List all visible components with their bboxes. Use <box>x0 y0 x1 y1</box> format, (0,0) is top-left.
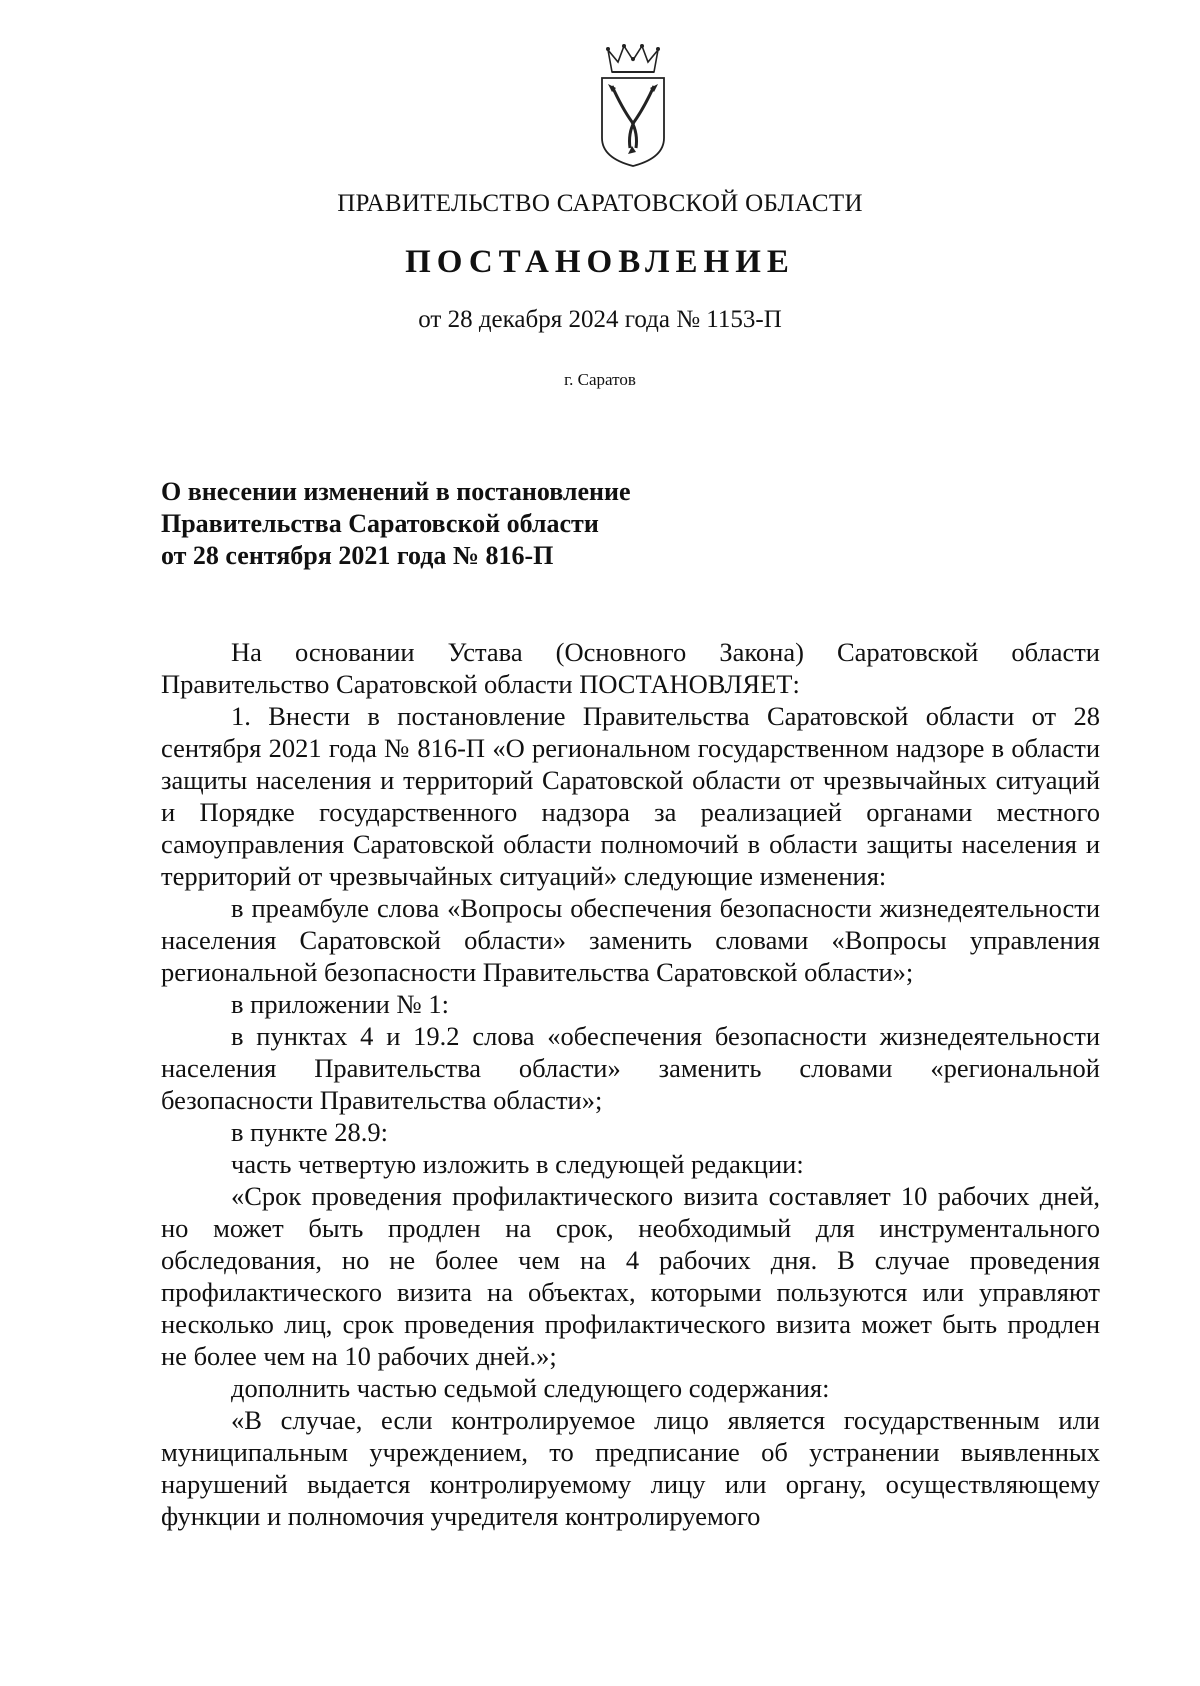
document-body <box>161 636 1100 1532</box>
document-type: ПОСТАНОВЛЕНИЕ <box>405 244 795 280</box>
body-paragraph: 1. Внести в постановление Правительства Саратовской области от 28 сентября 2021 года № 816-П «О региональном государственном надзоре в области защиты населения и территорий Саратовской области от чрезвычайных ситуаций и Порядке государственного надзора за реализацией органами местного самоуправления Саратовской области полномочий в области защиты населения и территорий от чрезвычайных ситуаций» следующие изменения: <box>161 701 1100 891</box>
subject-line: от 28 сентября 2021 года № 816-П <box>161 541 554 570</box>
subject-line: О внесении изменений в постановление <box>161 477 631 506</box>
body-paragraph: в пунктах 4 и 19.2 слова «обеспечения безопасности жизнедеятельности населения Правительства области» заменить словами «региональной безопасности Правительства области»; <box>161 1021 1100 1115</box>
subject-line: Правительства Саратовской области <box>161 509 599 538</box>
body-paragraph: «В случае, если контролируемое лицо является государственным или муниципальным учреждением, то предписание об устранении выявленных нарушений выдается контролируемому лицу или органу, осуществляющему функции и полномочия учредителя контролируемого <box>161 1405 1100 1531</box>
body-paragraph: На основании Устава (Основного Закона) Саратовской области Правительство Саратовской области ПОСТАНОВЛЯЕТ: <box>161 637 1100 699</box>
body-paragraph: в приложении № 1: <box>231 989 449 1019</box>
body-paragraph: часть четвертую изложить в следующей редакции: <box>231 1149 804 1179</box>
document-subject <box>161 476 631 572</box>
body-paragraph: «Срок проведения профилактического визита составляет 10 рабочих дней, но может быть продлен на срок, необходимый для инструментального обследования, но не более чем на 4 рабочих дня. В случае проведения профилактического визита на объектах, которыми пользуются или управляют несколько лиц, срок проведения профилактического визита может быть продлен не более чем на 10 рабочих дней.»; <box>161 1181 1100 1371</box>
body-paragraph: в преамбуле слова «Вопросы обеспечения безопасности жизнедеятельности населения Саратовской области» заменить словами «Вопросы управления региональной безопасности Правительства Саратовской области»; <box>161 893 1100 987</box>
body-paragraph: в пункте 28.9: <box>231 1117 388 1147</box>
document-city: г. Саратов <box>564 370 636 389</box>
body-paragraph: дополнить частью седьмой следующего содержания: <box>231 1373 830 1403</box>
organization-title: ПРАВИТЕЛЬСТВО САРАТОВСКОЙ ОБЛАСТИ <box>337 190 863 217</box>
saratov-coat-of-arms-icon <box>596 42 670 170</box>
document-date-number: от 28 декабря 2024 года № 1153-П <box>418 306 782 333</box>
